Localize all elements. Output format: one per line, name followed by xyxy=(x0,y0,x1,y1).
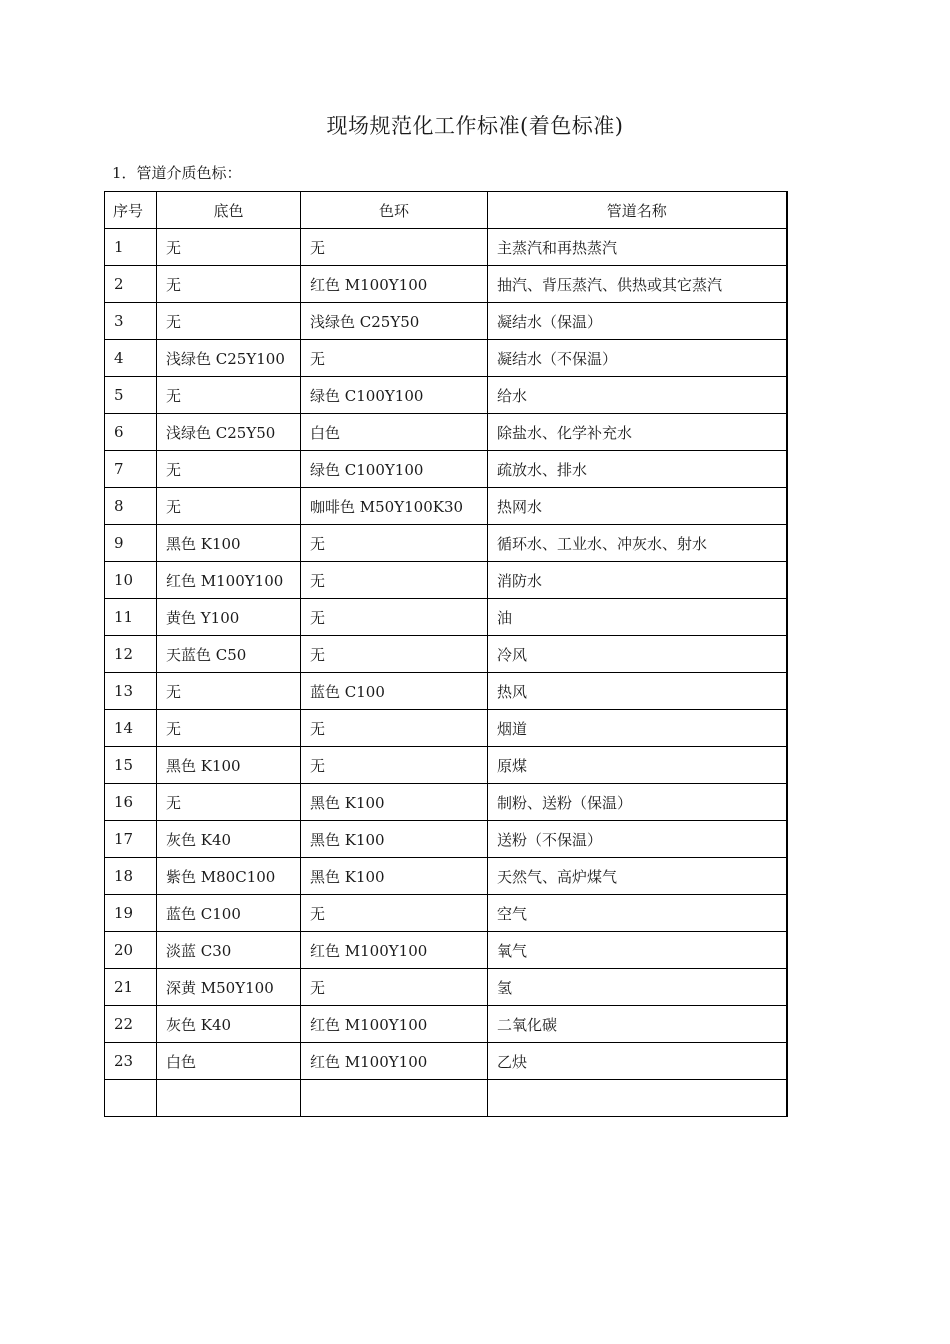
table-row xyxy=(105,377,787,414)
table-row xyxy=(105,784,787,821)
cell-pipe-name: 热风 xyxy=(488,673,787,710)
table-row xyxy=(105,525,787,562)
cell-ring-color: 无 xyxy=(301,229,488,266)
cell-ring-color: 无 xyxy=(301,636,488,673)
cell-seq: 18 xyxy=(105,858,157,895)
cell-pipe-name: 制粉、送粉（保温） xyxy=(488,784,787,821)
cell-base-color: 红色 M100Y100 xyxy=(157,562,301,599)
cell-pipe-name: 原煤 xyxy=(488,747,787,784)
cell-seq: 17 xyxy=(105,821,157,858)
table-row xyxy=(105,932,787,969)
cell-seq: 21 xyxy=(105,969,157,1006)
header-seq: 序号 xyxy=(105,192,157,229)
cell-ring-color: 绿色 C100Y100 xyxy=(301,451,488,488)
cell-pipe-name: 氧气 xyxy=(488,932,787,969)
table-row xyxy=(105,488,787,525)
table-header-row xyxy=(105,192,787,229)
cell-pipe-name: 送粉（不保温） xyxy=(488,821,787,858)
cell-pipe-name: 疏放水、排水 xyxy=(488,451,787,488)
cell-ring-color: 咖啡色 M50Y100K30 xyxy=(301,488,488,525)
table-body xyxy=(105,229,787,1117)
table-row xyxy=(105,303,787,340)
cell-seq: 13 xyxy=(105,673,157,710)
table-row xyxy=(105,562,787,599)
cell-ring-color: 蓝色 C100 xyxy=(301,673,488,710)
table-row xyxy=(105,1043,787,1080)
cell-base-color: 蓝色 C100 xyxy=(157,895,301,932)
cell-pipe-name: 空气 xyxy=(488,895,787,932)
cell-seq: 8 xyxy=(105,488,157,525)
cell-ring-color: 浅绿色 C25Y50 xyxy=(301,303,488,340)
header-pipe-name: 管道名称 xyxy=(488,192,787,229)
cell-ring-color: 红色 M100Y100 xyxy=(301,1043,488,1080)
cell-base-color: 无 xyxy=(157,451,301,488)
cell-base-color: 淡蓝 C30 xyxy=(157,932,301,969)
cell-pipe-name: 氢 xyxy=(488,969,787,1006)
cell-seq: 3 xyxy=(105,303,157,340)
document-title: 现场规范化工作标准(着色标准) xyxy=(326,114,624,138)
table-row xyxy=(105,636,787,673)
cell-base-color: 无 xyxy=(157,377,301,414)
cell-seq: 9 xyxy=(105,525,157,562)
cell-ring-color xyxy=(301,1080,488,1117)
cell-ring-color: 黑色 K100 xyxy=(301,858,488,895)
cell-ring-color: 绿色 C100Y100 xyxy=(301,377,488,414)
cell-base-color: 无 xyxy=(157,229,301,266)
cell-base-color: 浅绿色 C25Y50 xyxy=(157,414,301,451)
cell-base-color: 深黄 M50Y100 xyxy=(157,969,301,1006)
cell-seq xyxy=(105,1080,157,1117)
cell-pipe-name: 二氧化碳 xyxy=(488,1006,787,1043)
cell-base-color: 灰色 K40 xyxy=(157,1006,301,1043)
cell-seq: 22 xyxy=(105,1006,157,1043)
table-row xyxy=(105,266,787,303)
table-row xyxy=(105,229,787,266)
cell-base-color: 黑色 K100 xyxy=(157,525,301,562)
cell-pipe-name: 凝结水（不保温） xyxy=(488,340,787,377)
table-row xyxy=(105,1080,787,1117)
cell-ring-color: 白色 xyxy=(301,414,488,451)
cell-base-color: 白色 xyxy=(157,1043,301,1080)
cell-pipe-name: 热网水 xyxy=(488,488,787,525)
cell-seq: 14 xyxy=(105,710,157,747)
cell-ring-color: 红色 M100Y100 xyxy=(301,1006,488,1043)
cell-pipe-name: 冷风 xyxy=(488,636,787,673)
table-row xyxy=(105,340,787,377)
cell-ring-color: 无 xyxy=(301,562,488,599)
cell-base-color: 黄色 Y100 xyxy=(157,599,301,636)
cell-ring-color: 无 xyxy=(301,525,488,562)
cell-ring-color: 无 xyxy=(301,710,488,747)
cell-pipe-name: 主蒸汽和再热蒸汽 xyxy=(488,229,787,266)
cell-ring-color: 无 xyxy=(301,599,488,636)
cell-seq: 15 xyxy=(105,747,157,784)
table-row xyxy=(105,858,787,895)
table-row xyxy=(105,451,787,488)
cell-seq: 10 xyxy=(105,562,157,599)
cell-base-color xyxy=(157,1080,301,1117)
table-row xyxy=(105,1006,787,1043)
table-row xyxy=(105,414,787,451)
cell-ring-color: 无 xyxy=(301,895,488,932)
cell-base-color: 无 xyxy=(157,673,301,710)
cell-seq: 5 xyxy=(105,377,157,414)
cell-pipe-name: 循环水、工业水、冲灰水、射水 xyxy=(488,525,787,562)
section-heading: 1．管道介质色标： xyxy=(112,164,242,182)
cell-base-color: 无 xyxy=(157,303,301,340)
cell-seq: 11 xyxy=(105,599,157,636)
cell-base-color: 无 xyxy=(157,488,301,525)
cell-seq: 2 xyxy=(105,266,157,303)
cell-pipe-name xyxy=(488,1080,787,1117)
cell-ring-color: 红色 M100Y100 xyxy=(301,932,488,969)
cell-base-color: 天蓝色 C50 xyxy=(157,636,301,673)
cell-seq: 19 xyxy=(105,895,157,932)
cell-base-color: 无 xyxy=(157,266,301,303)
table-row xyxy=(105,821,787,858)
table-row xyxy=(105,710,787,747)
cell-base-color: 灰色 K40 xyxy=(157,821,301,858)
cell-pipe-name: 乙炔 xyxy=(488,1043,787,1080)
cell-pipe-name: 除盐水、化学补充水 xyxy=(488,414,787,451)
cell-base-color: 浅绿色 C25Y100 xyxy=(157,340,301,377)
cell-base-color: 无 xyxy=(157,784,301,821)
cell-ring-color: 黑色 K100 xyxy=(301,821,488,858)
cell-ring-color: 红色 M100Y100 xyxy=(301,266,488,303)
cell-ring-color: 无 xyxy=(301,969,488,1006)
cell-seq: 4 xyxy=(105,340,157,377)
header-base-color: 底色 xyxy=(157,192,301,229)
cell-seq: 16 xyxy=(105,784,157,821)
cell-pipe-name: 烟道 xyxy=(488,710,787,747)
cell-seq: 12 xyxy=(105,636,157,673)
table-row xyxy=(105,895,787,932)
cell-seq: 7 xyxy=(105,451,157,488)
cell-seq: 6 xyxy=(105,414,157,451)
cell-pipe-name: 油 xyxy=(488,599,787,636)
cell-base-color: 黑色 K100 xyxy=(157,747,301,784)
cell-ring-color: 无 xyxy=(301,747,488,784)
table-row xyxy=(105,599,787,636)
cell-pipe-name: 给水 xyxy=(488,377,787,414)
table-row xyxy=(105,673,787,710)
cell-base-color: 紫色 M80C100 xyxy=(157,858,301,895)
cell-pipe-name: 抽汽、背压蒸汽、供热或其它蒸汽 xyxy=(488,266,787,303)
cell-pipe-name: 消防水 xyxy=(488,562,787,599)
cell-ring-color: 无 xyxy=(301,340,488,377)
table-row xyxy=(105,747,787,784)
cell-pipe-name: 凝结水（保温） xyxy=(488,303,787,340)
header-ring-color: 色环 xyxy=(301,192,488,229)
cell-seq: 23 xyxy=(105,1043,157,1080)
cell-seq: 20 xyxy=(105,932,157,969)
cell-base-color: 无 xyxy=(157,710,301,747)
cell-pipe-name: 天然气、高炉煤气 xyxy=(488,858,787,895)
cell-ring-color: 黑色 K100 xyxy=(301,784,488,821)
cell-seq: 1 xyxy=(105,229,157,266)
pipe-color-table xyxy=(104,191,788,1117)
table-row xyxy=(105,969,787,1006)
